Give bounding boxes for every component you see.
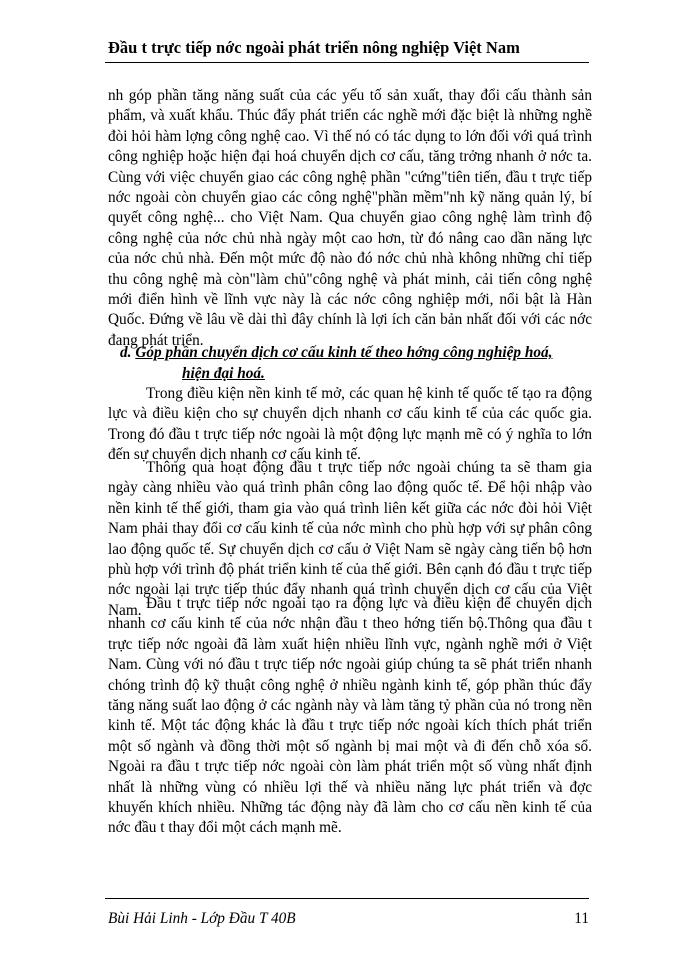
paragraph-open-economy: Trong điều kiện nền kinh tế mở, các quan hệ kinh tế quốc tế tạo ra động lực và điều kiện cho sự chuyển dịch nhanh cơ cấu kinh tế của các quốc gia. Trong đó đầu t trực tiếp nớc ngoài là một động lực mạnh mẽ có ý nghĩa to lớn đến sự chuyển dịch nhanh cơ cấu kinh tế. xyxy=(108,385,592,464)
section-heading-letter: d. xyxy=(120,344,132,361)
section-heading-line2: hiện đại hoá. xyxy=(182,365,265,382)
header-divider xyxy=(105,62,589,63)
paragraph-labor-division: Thông qua hoạt động đầu t trực tiếp nớc ngoài chúng ta sẽ tham gia ngày càng nhiều vào quá trình phân công lao động quốc tế. Để hội nhập vào nền kinh tế thế giới, tham gia vào quá trình liên kết giữa các nớc đòi hỏi Việt Nam phải thay đổi cơ cấu kinh tế của nớc mình cho phù hợp với sự phân công lao động quốc tế. Sự chuyển dịch cơ cấu ở Việt Nam sẽ ngày càng tiến bộ hơn phù hợp với trình độ phát triển kinh tế của thế giới. Bên cạnh đó đầu t trực tiếp nớc ngoài lại trực tiếp thúc đẩy nhanh quá trình chuyển dịch cơ cấu của Việt Nam. xyxy=(108,459,592,619)
paragraph-structural-change: Đầu t trực tiếp nớc ngoài tạo ra động lực và điều kiện để chuyển dịch nhanh cơ cấu kinh tế của nớc nhận đầu t theo hớng tiến bộ.Thông qua đầu t trực tiếp nớc ngoài đã làm xuất hiện nhiều lĩnh vực, ngành nghề mới ở Việt Nam. Cùng với nó đầu t trực tiếp nớc ngoài giúp chúng ta sẽ phát triển nhanh chóng trình độ kỹ thuật công nghệ ở nhiều ngành kinh tế, góp phần thúc đẩy tăng năng suất lao động ở các ngành này và làm tăng tỷ phần của nó trong nền kinh tế. Một tác động khác là đầu t trực tiếp nớc ngoài kích thích phát triển một số ngành và đồng thời một số ngành bị mai một và đi đến chỗ xóa sổ. Ngoài ra đầu t trực tiếp nớc ngoài còn làm phát triển một số vùng nhất định nhất là những vùng có nhiều lợi thế và nhiều năng lực phát triển và đợc khuyến khích nhiều. Những tác động này đã làm cho cơ cấu nền kinh tế của nớc đầu t thay đổi một cách mạnh mẽ. xyxy=(108,595,592,837)
paragraph-technology-transfer: nh góp phần tăng năng suất của các yếu tố sản xuất, thay đổi cấu thành sản phẩm, và xuất khẩu. Thúc đẩy phát triển các nghề mới đặc biệt là những nghề đòi hỏi hàm lợng công nghệ cao. Vì thế nó có tác dụng to lớn đối với quá trình công nghiệp hoặc hiện đại hoá chuyển dịch cơ cấu, tăng trởng nhanh ở nớc ta. Cùng với việc chuyển giao các công nghệ phần "cứng"tiên tiến, đầu t trực tiếp nớc ngoài còn chuyển giao các công nghệ"phần mềm"nh kỹ năng quản lý, bí quyết công nghệ... cho Việt Nam. Qua chuyển giao công nghệ làm trình độ công nghệ của nớc chủ nhà ngày một cao hơn, từ đó nâng cao dần năng lực của nớc chủ nhà. Đến một mức độ nào đó nớc chủ nhà không những chỉ tiếp thu công nghệ mà còn"làm chủ"công nghệ và phát minh, cải tiến công nghệ mới điển hình về lĩnh vực này là các nớc công nghiệp mới, nổi bật là Hàn Quốc. Đứng về lâu về dài thì đây chính là lợi ích căn bản nhất đối với các nớc đang phát triển. xyxy=(108,87,592,349)
section-heading xyxy=(120,342,590,384)
page-number: 11 xyxy=(574,910,589,927)
footer-divider xyxy=(105,898,589,899)
page-header-title: Đầu t trực tiếp nớc ngoài phát triển nông nghiệp Việt Nam xyxy=(108,38,520,57)
footer-author: Bùi Hải Linh - Lớp Đầu T 40B xyxy=(108,910,296,927)
section-heading-line1: Góp phần chuyển dịch cơ cấu kinh tế theo hớng công nghiệp hoá, xyxy=(135,344,553,361)
